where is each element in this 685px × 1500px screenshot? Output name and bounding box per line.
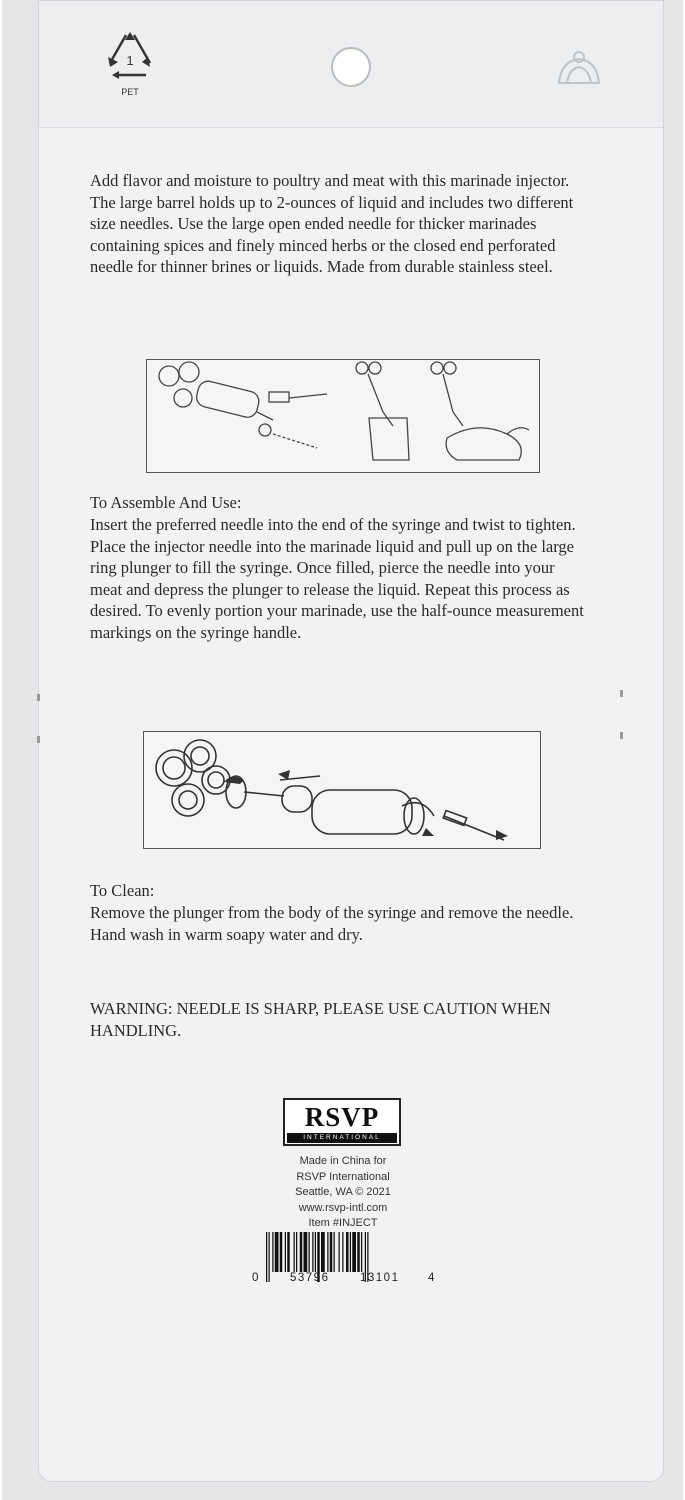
brand-logo: [283, 1098, 401, 1146]
barcode-bar: [280, 1232, 283, 1272]
barcode-bar: [269, 1232, 270, 1282]
logo-wordmark: RSVP: [304, 1102, 380, 1132]
barcode-bar: [321, 1232, 325, 1272]
clean-instructions: Remove the plunger from the body of the syringe and remove the needle. Hand wash in warm soapy water and dry.: [90, 903, 574, 944]
barcode-right-group: 13101: [360, 1272, 400, 1284]
logo-subtitle: INTERNATIONAL: [287, 1133, 397, 1143]
recycling-symbol: [99, 29, 161, 95]
assembly-illustration: [143, 731, 541, 849]
maker-line-4: www.rsvp-intl.com: [298, 1201, 388, 1214]
barcode-bar: [361, 1232, 362, 1272]
assemble-heading: To Assemble And Use:: [90, 493, 242, 512]
recycling-material: PET: [121, 87, 139, 97]
barcode-bar: [327, 1232, 328, 1272]
left-perforation-marks: [34, 690, 44, 750]
barcode-bar: [315, 1232, 316, 1272]
barcode-left-group: 53796: [290, 1272, 330, 1284]
hang-hole: [331, 47, 371, 87]
barcode-bar: [342, 1232, 343, 1272]
right-perforation-marks: [617, 686, 627, 746]
barcode-bar: [312, 1232, 313, 1272]
assemble-instructions: Insert the preferred needle into the end of the syringe and twist to tighten. Place the injector needle into the marinade liquid and pull up on the large ring plunger to fill the syringe. Once filled, pierce the needle into your meat and depress the plunger to release the liquid. Repeat this process as desired. To evenly portion your marinade, use the half-ounce measurement markings on the syringe handle.: [90, 515, 584, 642]
barcode-bar: [300, 1232, 303, 1272]
barcode-bar: [285, 1232, 286, 1272]
barcode-digit-first: 0: [252, 1272, 259, 1284]
barcode-bar: [350, 1232, 351, 1272]
syringe-assembly-drawing: [144, 732, 540, 848]
injector-usage-drawing: [147, 360, 539, 472]
manufacturer-info: [260, 1154, 426, 1232]
barcode-bar: [287, 1232, 290, 1272]
barcode-bar: [296, 1232, 297, 1272]
maker-line-3: Seattle, WA © 2021: [295, 1186, 391, 1198]
embossed-mark-icon: [549, 43, 609, 103]
recycling-code: 1: [126, 53, 134, 68]
barcode-bar: [330, 1232, 333, 1272]
barcode-bar: [272, 1232, 273, 1272]
barcode-bar: [339, 1232, 340, 1272]
maker-line-1: Made in China for: [299, 1155, 387, 1167]
warning-notice: WARNING: NEEDLE IS SHARP, PLEASE USE CAUTION WHEN HANDLING.: [90, 999, 551, 1040]
barcode-bar: [334, 1232, 335, 1272]
barcode-digit-last: 4: [428, 1272, 435, 1284]
clean-heading: To Clean:: [90, 881, 155, 900]
barcode-bar: [309, 1232, 310, 1272]
intro-description: Add flavor and moisture to poultry and meat with this marinade injector. The large barrel holds up to 2-ounces of liquid and includes two different size needles. Use the large open ended needle for thicker marinades containing spices and finely minced herbs or the closed end perforated needle for thinner brines or liquids. Made from durable stainless steel.: [90, 171, 574, 276]
barcode-bar: [352, 1232, 356, 1272]
maker-line-5: Item #INJECT: [308, 1217, 378, 1229]
barcode-bar: [304, 1232, 308, 1272]
barcode-bar: [346, 1232, 349, 1272]
barcode-bar: [275, 1232, 279, 1272]
barcode-bar: [294, 1232, 295, 1272]
barcode-bar: [266, 1232, 267, 1282]
usage-illustration: [146, 359, 540, 473]
maker-line-2: RSVP International: [296, 1170, 390, 1183]
barcode-bar: [357, 1232, 360, 1272]
